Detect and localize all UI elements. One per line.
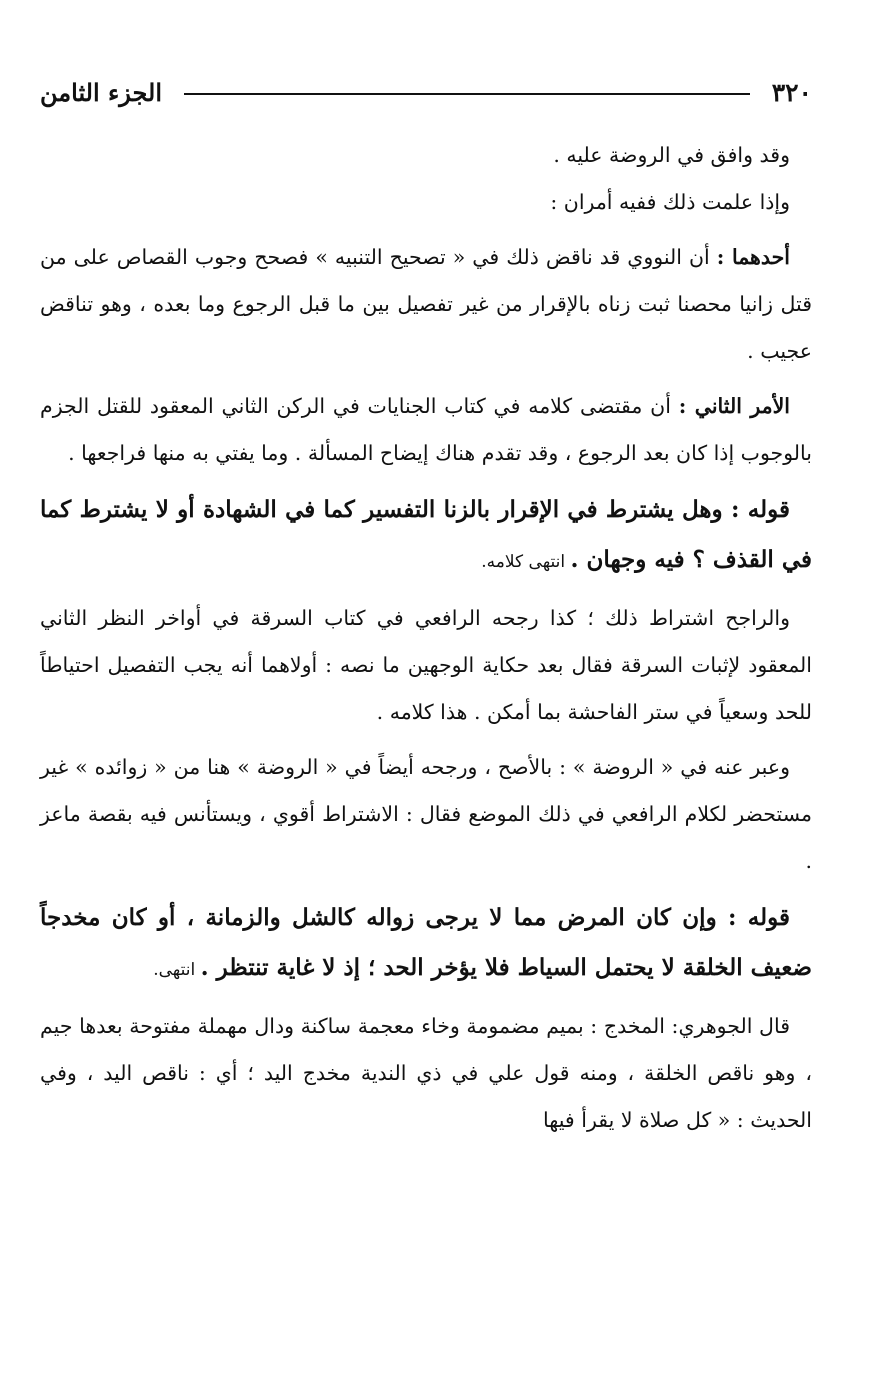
page-header [40,70,812,114]
paragraph-5: والراجح اشتراط ذلك ؛ كذا رجحه الرافعي في كتاب السرقة في أواخر النظر الثاني المعقود لإثبات السرقة فقال بعد حكاية الوجهين ما نصه : أولاهما أنه يجب التفصيل احتياطاً للحد وسعياً في ستر الفاحشة بما أمكن . هذا كلامه . [40,606,812,724]
quote-2-end: انتهى. [153,960,201,980]
quote-1-text: قوله : وهل يشترط في الإقرار بالزنا التفسير كما في الشهادة أو لا يشترط كما في القذف ؟ فيه وجهان . [40,496,812,573]
quote-2 [40,893,812,995]
quote-1 [40,485,812,587]
paragraph-2: وإذا علمت ذلك ففيه أمران : [550,190,790,214]
running-title: الجزء الثامن [40,77,163,107]
paragraph-3 [40,234,812,375]
body-text [40,132,812,1144]
document-page [40,70,812,1144]
quote-1-end: انتهى كلامه. [481,552,571,572]
paragraph-4 [40,383,812,477]
paragraph-6: وعبر عنه في « الروضة » : بالأصح ، ورجحه أيضاً في « الروضة » هنا من « زوائده » غير مستحضر لكلام الرافعي في ذلك الموضع فقال : الاشتراط أقوي ، ويستأنس فيه بقصة ماعز . [40,755,812,873]
paragraph-4-lead: الأمر الثاني : [678,394,790,418]
paragraph-4-text: أن مقتضى كلامه في كتاب الجنايات في الركن الثاني المعقود للقتل الجزم بالوجوب إذا كان بعد الرجوع ، وقد تقدم هناك إيضاح المسألة . وما يفتي به منها فراجعها . [40,394,812,465]
quote-2-text: قوله : وإن كان المرض مما لا يرجى زواله كالشل والزمانة ، أو كان مخدجاً ضعيف الخلقة لا يحتمل السياط فلا يؤخر الحد ؛ إذ لا غاية تنتظر . [40,904,812,981]
page-number: ٣٢٠ [771,77,812,107]
paragraph-1: وقد وافق في الروضة عليه . [553,143,790,167]
paragraph-3-lead: أحدهما : [716,245,790,269]
paragraph-3-text: أن النووي قد ناقض ذلك في « تصحيح التنبيه » فصحح وجوب القصاص على من قتل زانيا محصنا ثبت زناه بالإقرار من غير تفصيل بين ما قبل الرجوع وما بعده ، وهو تناقض عجيب . [40,245,812,363]
header-rule [184,93,750,95]
paragraph-7: قال الجوهري: المخدج : بميم مضمومة وخاء معجمة ساكنة ودال مهملة مفتوحة بعدها جيم ، وهو ناقص الخلقة ، ومنه قول علي في ذي الندية مخدج اليد ؛ أي : ناقص اليد ، وفي الحديث : « كل صلاة لا يقرأ فيها [40,1014,812,1132]
